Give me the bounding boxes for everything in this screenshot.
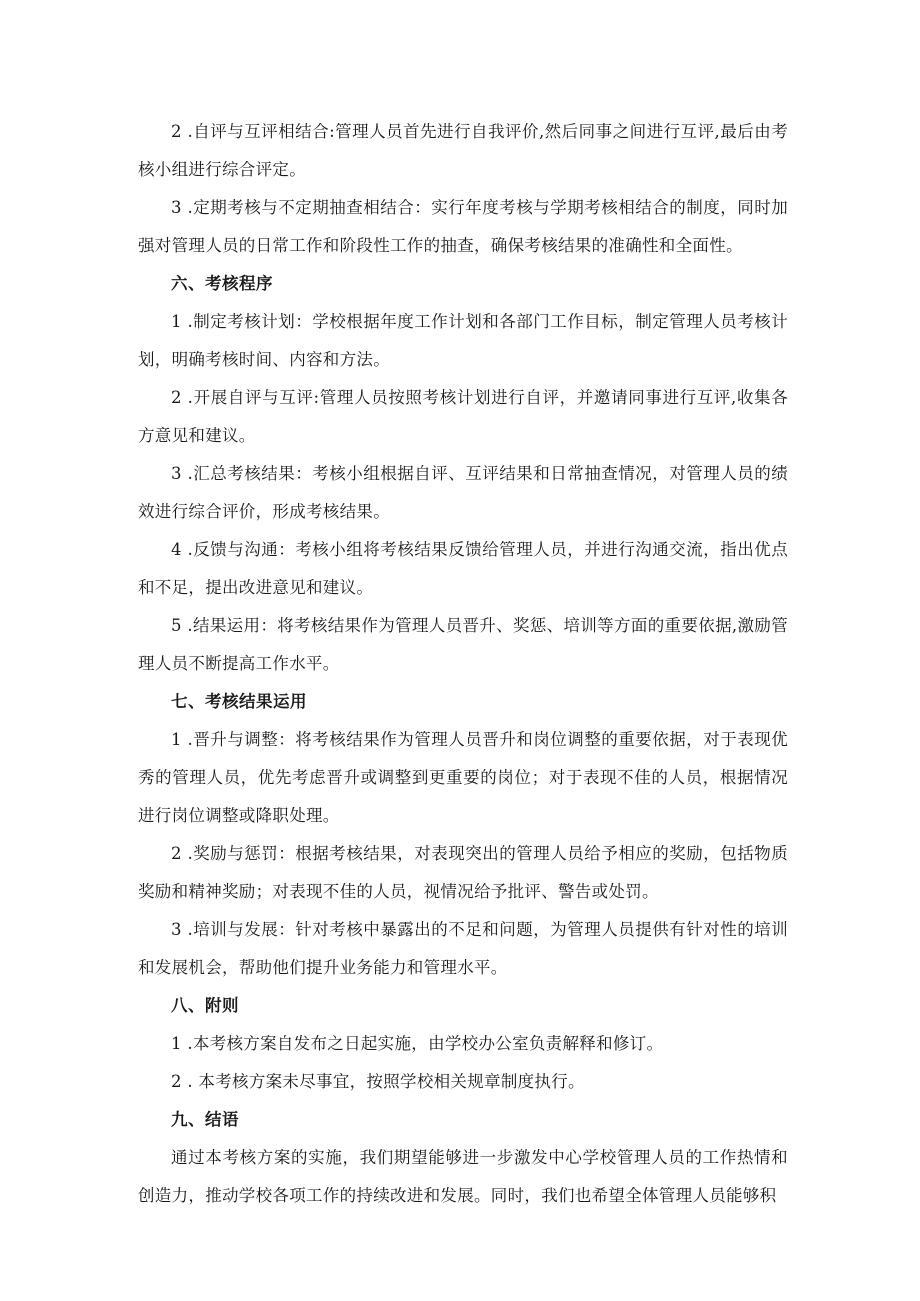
section-heading-9: 九、结语: [171, 1110, 239, 1129]
paragraph-other-matters: 2 . 本考核方案未尽事宜，按照学校相关规章制度执行。: [171, 1072, 585, 1091]
paragraph-periodic-and-random-check: 3 .定期考核与不定期抽查相结合：实行年度考核与学期考核相结合的制度，同时加强对管理人员的日常工作和阶段性工作的抽查，确保考核结果的准确性和全面性。: [138, 198, 788, 255]
section-heading-6: 六、考核程序: [171, 274, 273, 293]
paragraph-feedback: 4 .反馈与沟通：考核小组将考核结果反馈给管理人员，并进行沟通交流，指出优点和不足，提出改进意见和建议。: [138, 540, 788, 597]
paragraph-promotion: 1 .晋升与调整：将考核结果作为管理人员晋升和岗位调整的重要依据，对于表现优秀的管理人员，优先考虑晋升或调整到更重要的岗位；对于表现不佳的人员，根据情况进行岗位调整或降职处理。: [138, 730, 788, 825]
paragraph-make-plan: 1 .制定考核计划：学校根据年度工作计划和各部门工作目标，制定管理人员考核计划，明确考核时间、内容和方法。: [138, 312, 788, 369]
paragraph-conclusion: 通过本考核方案的实施，我们期望能够进一步激发中心学校管理人员的工作热情和创造力，推动学校各项工作的持续改进和发展。同时，我们也希望全体管理人员能够积: [138, 1148, 788, 1205]
paragraph-self-and-peer-evaluation: 2 .自评与互评相结合:管理人员首先进行自我评价,然后同事之间进行互评,最后由考核小组进行综合评定。: [138, 122, 788, 179]
document-body: [138, 113, 788, 1215]
paragraph-reward-punishment: 2 .奖励与惩罚：根据考核结果，对表现突出的管理人员给予相应的奖励，包括物质奖励和精神奖励；对表现不佳的人员，视情况给予批评、警告或处罚。: [138, 844, 788, 901]
paragraph-summarize-results: 3 .汇总考核结果：考核小组根据自评、互评结果和日常抽查情况，对管理人员的绩效进行综合评价，形成考核结果。: [138, 464, 788, 521]
paragraph-training: 3 .培训与发展：针对考核中暴露出的不足和问题，为管理人员提供有针对性的培训和发展机会，帮助他们提升业务能力和管理水平。: [138, 920, 788, 977]
section-heading-7: 七、考核结果运用: [171, 692, 307, 711]
section-heading-8: 八、附则: [171, 996, 239, 1015]
paragraph-effective-date: 1 .本考核方案自发布之日起实施，由学校办公室负责解释和修订。: [171, 1034, 664, 1053]
paragraph-self-and-peer-review: 2 .开展自评与互评:管理人员按照考核计划进行自评，并邀请同事进行互评,收集各方意见和建议。: [138, 388, 788, 445]
paragraph-result-use: 5 .结果运用：将考核结果作为管理人员晋升、奖惩、培训等方面的重要依据,激励管理人员不断提高工作水平。: [138, 616, 788, 673]
